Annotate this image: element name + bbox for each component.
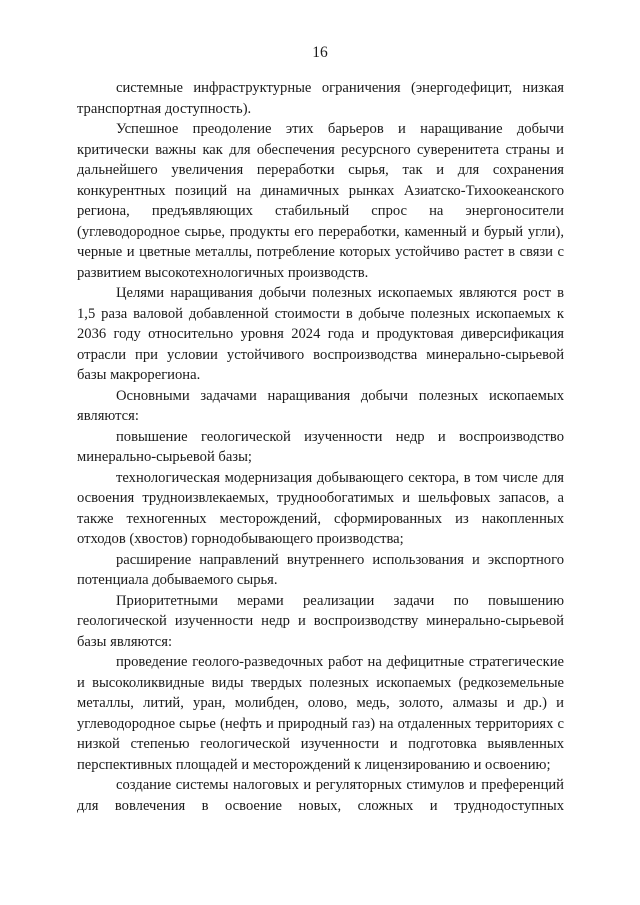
paragraph-measures-intro: Приоритетными мерами реализации задачи по повышению геологической изученности недр и воспроизводству минерально-сырьевой базы являются: bbox=[77, 592, 564, 650]
paragraph-task-geology: повышение геологической изученности недр и воспроизводство минерально-сырьевой базы; bbox=[77, 428, 564, 465]
page-number: 16 bbox=[312, 44, 328, 61]
paragraph-tasks-intro: Основными задачами наращивания добычи полезных ископаемых являются: bbox=[77, 387, 564, 424]
paragraph-task-export: расширение направлений внутреннего использования и экспортного потенциала добываемого сырья. bbox=[77, 551, 564, 588]
paragraph-continuation: системные инфраструктурные ограничения (энергодефицит, низкая транспортная доступность). bbox=[77, 80, 564, 117]
paragraph-goals: Целями наращивания добычи полезных ископаемых являются рост в 1,5 раза валовой добавленной стоимости в добыче полезных ископаемых к 2036 году относительно уровня 2024 года и продуктовая диверсификация отрасли при условии устойчивого воспроизводства минерально-сырьевой базы макрорегиона. bbox=[77, 285, 564, 383]
paragraph-task-modernization: технологическая модернизация добывающего сектора, в том числе для освоения трудноизвлекаемых, труднообогатимых и шельфовых запасов, а также техногенных месторождений, сформированных из накопленных отходов (хвостов) горнодобывающего производства; bbox=[77, 469, 564, 547]
paragraph-measure-incentives: создание системы налоговых и регуляторных стимулов и преференций для вовлечения в освоение новых, сложных и труднодоступных bbox=[77, 777, 564, 814]
paragraph-barriers: Успешное преодоление этих барьеров и наращивание добычи критически важны как для обеспечения ресурсного суверенитета страны и дальнейшего увеличения переработки сырья, так и для сохранения конкурентных позиций на динамичных рынках Азиатско-Тихоокеанского региона, предъявляющих стабильный спрос на энергоносители (углеводородное сырье, продукты его переработки, каменный и бурый угли), черные и цветные металлы, потребление которых устойчиво растет в связи с развитием высокотехнологичных производств. bbox=[77, 121, 564, 281]
paragraph-measure-exploration: проведение геолого-разведочных работ на дефицитные стратегические и высоколиквидные виды твердых полезных ископаемых (редкоземельные металлы, литий, уран, молибден, олово, медь, золото, алмазы и др.) и углеводородное сырье (нефть и природный газ) на отдаленных территориях с низкой степенью геологической изученности и подготовка выявленных перспективных площадей и месторождений к лицензированию и освоению; bbox=[77, 654, 564, 773]
document-body bbox=[77, 78, 564, 816]
